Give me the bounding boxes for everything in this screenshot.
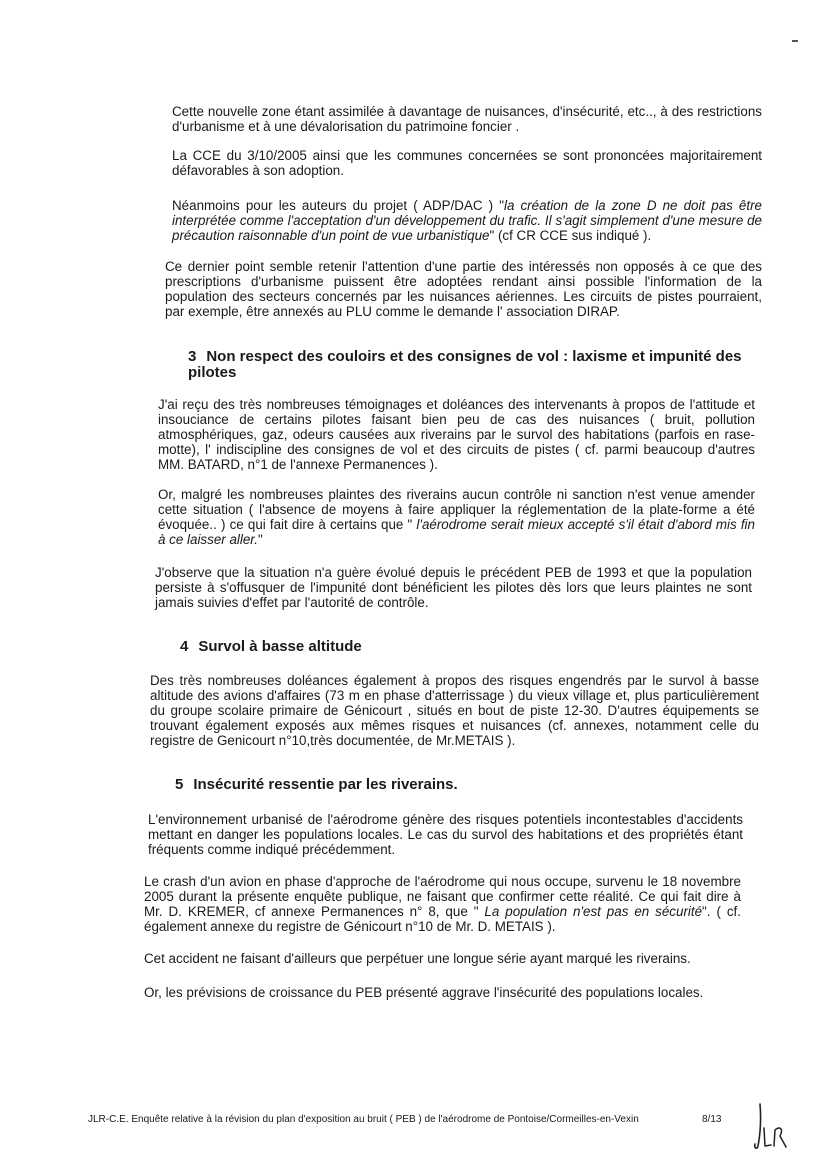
- text-run: Le crash d'un avion en phase d'approche de l'aérodrome qui nous occupe, survenu le 18 novembre 2005 durant la présente enquête publique, ne faisant que confirmer cette réalité. Ce qui fait dire à Mr. D. KREMER, cf annexe Permanences n° 8, que ": [144, 874, 741, 919]
- section-heading-3: [188, 349, 763, 381]
- text-run: ": [257, 532, 263, 547]
- text-run: Néanmoins pour les auteurs du projet ( ADP/DAC ) ": [172, 198, 504, 213]
- paragraph-accident-series: Cet accident ne faisant d'ailleurs que perpétuer une longue série ayant marqué les riverains.: [144, 951, 691, 966]
- paragraph-situation-unchanged: J'observe que la situation n'a guère évolué depuis le précédent PEB de 1993 et que la population persiste à s'offusquer de l'impunité dont bénéficient les pilotes dès lors que leurs plaintes ne sont jamais suivies d'effet par l'autorité de contrôle.: [155, 565, 752, 610]
- paragraph-urbanism-prescriptions: Ce dernier point semble retenir l'attention d'une partie des intéressés non opposés à ce que des prescriptions d'urbanisme puissent être adoptées rendant ainsi possible l'information de la population des secteurs concernés par les nuisances aériennes. Les circuits de pistes pourraient, par exemple, être annexés au PLU comme le demande l' association DIRAP.: [165, 259, 762, 319]
- section-heading-5: [175, 777, 735, 793]
- section-title: Non respect des couloirs et des consignes de vol : laxisme et impunité des pilotes: [188, 348, 742, 381]
- handwritten-initials: [752, 1100, 792, 1152]
- paragraph-urban-environment: L'environnement urbanisé de l'aérodrome génère des risques potentiels incontestables d'accidents mettant en danger les populations locales. Le cas du survol des habitations et des propriétés étant fréquents comme indiqué précédemment.: [148, 812, 743, 857]
- quote-population-security: La population n'est pas en sécurité: [484, 904, 703, 919]
- paragraph-cce-opinion: La CCE du 3/10/2005 ainsi que les communes concernées se sont prononcées majoritairement défavorables à son adoption.: [172, 148, 762, 178]
- footer-text: JLR-C.E. Enquête relative à la révision du plan d'exposition au bruit ( PEB ) de l'aérodrome de Pontoise/Cormeilles-en-Vexin: [88, 1114, 639, 1125]
- corner-mark: [792, 40, 798, 42]
- quote-aerodrome-accepted: l'aérodrome serait mieux accepté s'il était d'abord mis fin à ce laisser aller.: [158, 517, 755, 547]
- section-heading-4: [180, 639, 740, 655]
- quote-adp-dac: la création de la zone D ne doit pas être interprétée comme l'acceptation d'un développement du trafic. Il s'agit simplement d'une mesure de précaution raisonnable d'un point de vue urbanistique: [172, 198, 762, 243]
- text-run: ". ( cf. également annexe du registre de Génicourt n°10 de Mr. D. METAIS ).: [144, 904, 741, 934]
- paragraph-low-altitude: Des très nombreuses doléances également à propos des risques engendrés par le survol à basse altitude des avions d'affaires (73 m en phase d'atterrissage ) du vieux village et, plus particulièrement du groupe scolaire primaire de Génicourt , situés en bout de piste 12-30. D'autres équipements se trouvant également exposés aux mêmes risques et nuisances (cf. annexes, notamment celle du registre de Genicourt n°10,très documentée, de Mr.METAIS ).: [150, 673, 759, 748]
- paragraph-peb-growth: Or, les prévisions de croissance du PEB présenté aggrave l'insécurité des populations locales.: [144, 985, 704, 1000]
- section-title: Insécurité ressentie par les riverains.: [193, 776, 458, 793]
- page-number: 8/13: [702, 1114, 722, 1125]
- paragraph-zone-d-restrictions: Cette nouvelle zone étant assimilée à davantage de nuisances, d'insécurité, etc.., à des restrictions d'urbanisme et à une dévalorisation du patrimoine foncier .: [172, 104, 762, 134]
- section-number: 4: [180, 638, 189, 655]
- section-title: Survol à basse altitude: [198, 638, 362, 655]
- paragraph-no-sanction: [158, 487, 755, 547]
- text-run: Or, malgré les nombreuses plaintes des riverains aucun contrôle ni sanction n'est venue amender cette situation ( l'absence de moyens à faire appliquer la réglementation de la plate-forme a été évoquée.. ) ce qui fait dire à certains que ": [158, 487, 755, 532]
- paragraph-adp-dac-position: [172, 198, 762, 243]
- page-footer: [88, 1114, 728, 1126]
- section-number: 3: [188, 348, 197, 365]
- paragraph-crash-report: [144, 874, 741, 934]
- paragraph-pilot-complaints: J'ai reçu des très nombreuses témoignages et doléances des intervenants à propos de l'attitude et insouciance de certains pilotes faisant bien peu de cas des nuisances ( bruit, pollution atmosphériques, gaz, odeurs causées aux riverains par le survol des habitations (parfois en rase-motte), l' indiscipline des consignes de vol et des circuits de pistes ( cf. parmi beaucoup d'autres MM. BATARD, n°1 de l'annexe Permanences ).: [158, 397, 755, 472]
- text-run: " (cf CR CCE sus indiqué ).: [489, 228, 652, 243]
- section-number: 5: [175, 776, 184, 793]
